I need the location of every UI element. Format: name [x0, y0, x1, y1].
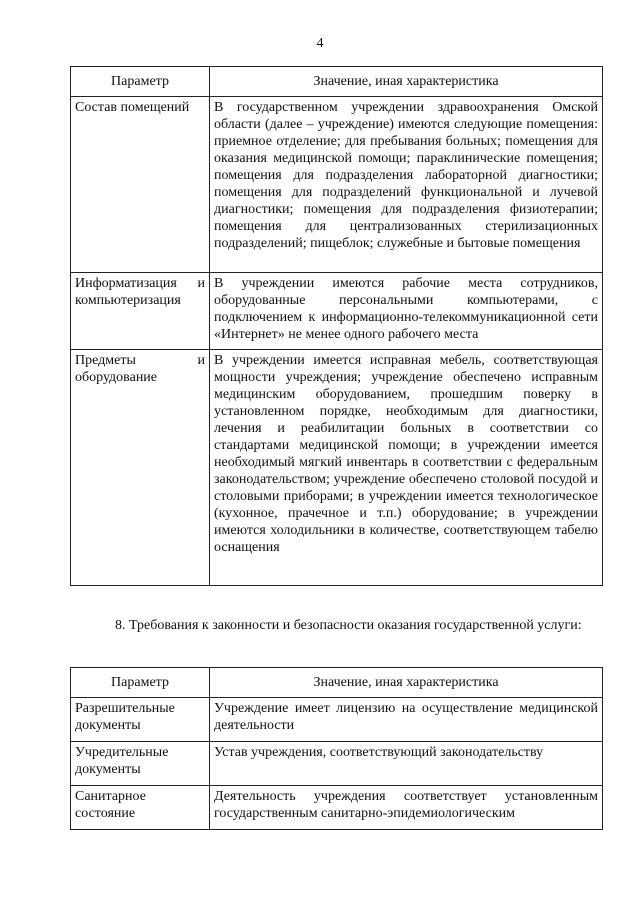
header-parameter: Параметр — [71, 668, 210, 698]
header-value: Значение, иная характеристика — [210, 67, 603, 97]
row-parameter: Санитарное состояние — [71, 786, 210, 830]
row-value: Учреждение имеет лицензию на осуществление медицинской деятельности — [210, 698, 603, 742]
table-row — [71, 350, 603, 586]
row-parameter: Предметы и оборудование — [71, 350, 210, 586]
page-number: 4 — [316, 36, 324, 51]
table-header-row — [71, 67, 603, 97]
row-value: В учреждении имеется исправная мебель, соответствующая мощности учреждения; учреждение обеспечено исправным медицинским оборудованием, прошедшим поверку в установленном порядке, необходимым для диагностики, лечения и реабилитации больных в соответствии со стандартами медицинской помощи; в учреждении имеется необходимый мягкий инвентарь в соответствии с федеральным законодательством; учреждение обеспечено столовой посудой и столовыми приборами; в учреждении имеется технологическое (кухонное, прачечное и т.п.) оборудование; в учреждении имеются холодильники в количестве, соответствующем табелю оснащения — [210, 350, 603, 586]
row-parameter: Информатизация и компьютеризация — [71, 273, 210, 350]
table-row — [71, 742, 603, 786]
header-parameter: Параметр — [71, 67, 210, 97]
legality-table — [70, 667, 603, 830]
table-row — [71, 786, 603, 830]
table-row — [71, 97, 603, 273]
row-value: Устав учреждения, соответствующий законодательству — [210, 742, 603, 786]
row-parameter: Состав помещений — [71, 97, 210, 273]
row-value: Деятельность учреждения соответствует установленным государственным санитарно-эпидемиологическим — [210, 786, 603, 830]
row-parameter: Разрешительные документы — [71, 698, 210, 742]
table-row — [71, 698, 603, 742]
section-heading: 8. Требования к законности и безопасности оказания государственной услуги: — [115, 618, 582, 633]
header-value: Значение, иная характеристика — [210, 668, 603, 698]
row-parameter: Учредительные документы — [71, 742, 210, 786]
row-value: В учреждении имеются рабочие места сотрудников, оборудованные персональными компьютерами, с подключением к информационно-телекоммуникационной сети «Интернет» не менее одного рабочего места — [210, 273, 603, 350]
row-value: В государственном учреждении здравоохранения Омской области (далее – учреждение) имеются следующие помещения: приемное отделение; для пребывания больных; помещения для оказания медицинской помощи; параклинические помещения; помещения для подразделения лабораторной диагностики; помещения для подразделений функциональной и лучевой диагностики; помещения для подразделения физиотерапии; помещения для централизованных стерилизационных подразделений; пищеблок; служебные и бытовые помещения — [210, 97, 603, 273]
equipment-table — [70, 66, 603, 586]
table-header-row — [71, 668, 603, 698]
table-row — [71, 273, 603, 350]
